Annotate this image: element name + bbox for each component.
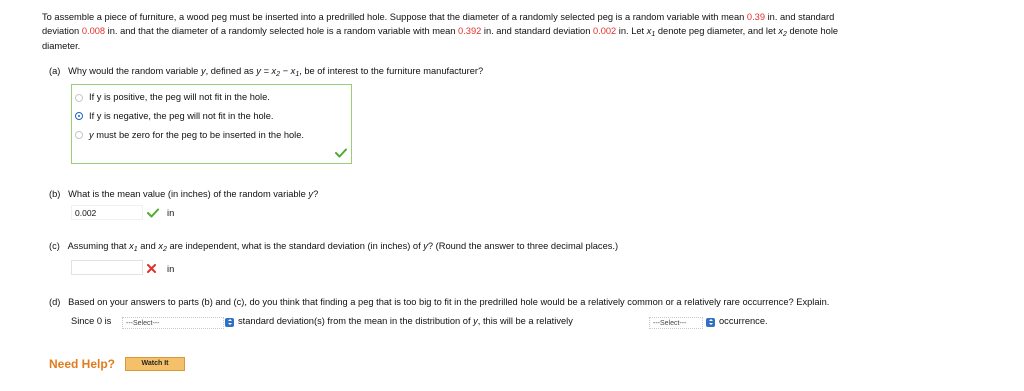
var-x2: $x_2$ [778, 26, 787, 38]
intro-line-2 [42, 26, 838, 36]
intro-line-3: diameter. [42, 41, 81, 51]
part-a-label: (a) [49, 66, 61, 76]
need-help-label: Need Help? [49, 357, 116, 371]
intro-text: in. and standard [765, 12, 835, 22]
part-a-question: (a) Why would the random variable y, defined as $y = x_2 - x_1$, be of interest to the furniture manufacturer? [49, 66, 484, 78]
part-c-question: (c) Assuming that $x_1$ and $x_2$ are independent, what is the standard deviation (in inches) of y? (Round the answer to three decimal places.) [49, 241, 619, 253]
part-d-label: (d) [49, 297, 61, 307]
select-1-arrow-icon[interactable] [225, 318, 234, 327]
intro-text: deviation [42, 26, 82, 36]
part-c-unit: in [167, 264, 175, 274]
intro-text: denote hole [786, 26, 839, 36]
part-b-label: (b) [49, 189, 61, 199]
intro-text: in. Let [616, 26, 647, 36]
option-2-label[interactable]: If y is negative, the peg will not fit in the hole. [89, 111, 274, 121]
intro-text: in. and standard deviation [481, 26, 593, 36]
var-x1: $x_1$ [646, 26, 656, 38]
option-2-radio[interactable] [75, 112, 83, 120]
select-1-dropdown[interactable]: ---Select--- [122, 317, 224, 329]
intro-text: in. and that the diameter of a randomly selected hole is a random variable with mean [105, 26, 459, 36]
intro-text: denote peg diameter, and let [655, 26, 779, 36]
intro-text: To assemble a piece of furniture, a wood peg must be inserted into a predrilled hole. Suppose that the diameter of a randomly selected peg is a random variable with mean [42, 12, 747, 22]
check-icon [335, 148, 347, 158]
option-3-label[interactable]: y must be zero for the peg to be inserted in the hole. [89, 130, 304, 140]
part-b-answer-input[interactable]: 0.002 [71, 205, 143, 220]
part-d-question: (d) Based on your answers to parts (b) and (c), do you think that finding a peg that is too big to fit in the predrilled hole would be a relatively common or a relatively rare occurrence? Explain. [49, 297, 830, 307]
part-c-answer-input[interactable] [71, 260, 143, 275]
option-1-label[interactable]: If y is positive, the peg will not fit in the hole. [89, 92, 270, 102]
hole-sd-value: 0.002 [592, 26, 617, 36]
part-d-sentence: Since 0 is ---Select--- standard deviation(s) from the mean in the distribution of y, this will be a relatively ---Select--- occurrence. [71, 316, 768, 327]
option-3-radio[interactable] [75, 131, 83, 139]
check-icon [147, 208, 159, 218]
part-c-label: (c) [49, 241, 60, 251]
peg-mean-value: 0.39 [746, 12, 766, 22]
part-b-question: (b) What is the mean value (in inches) of the random variable y? [49, 189, 319, 199]
hole-mean-value: 0.392 [458, 26, 482, 36]
select-2-dropdown[interactable]: ---Select--- [649, 317, 703, 329]
cross-icon [147, 264, 156, 273]
option-1-radio[interactable] [75, 94, 83, 102]
part-b-unit: in [167, 208, 175, 218]
part-a-options-box [71, 84, 352, 164]
select-2-arrow-icon[interactable] [706, 318, 715, 327]
watch-it-button[interactable]: Watch It [125, 357, 185, 371]
peg-sd-value: 0.008 [81, 26, 106, 36]
intro-line-1 [42, 12, 834, 22]
